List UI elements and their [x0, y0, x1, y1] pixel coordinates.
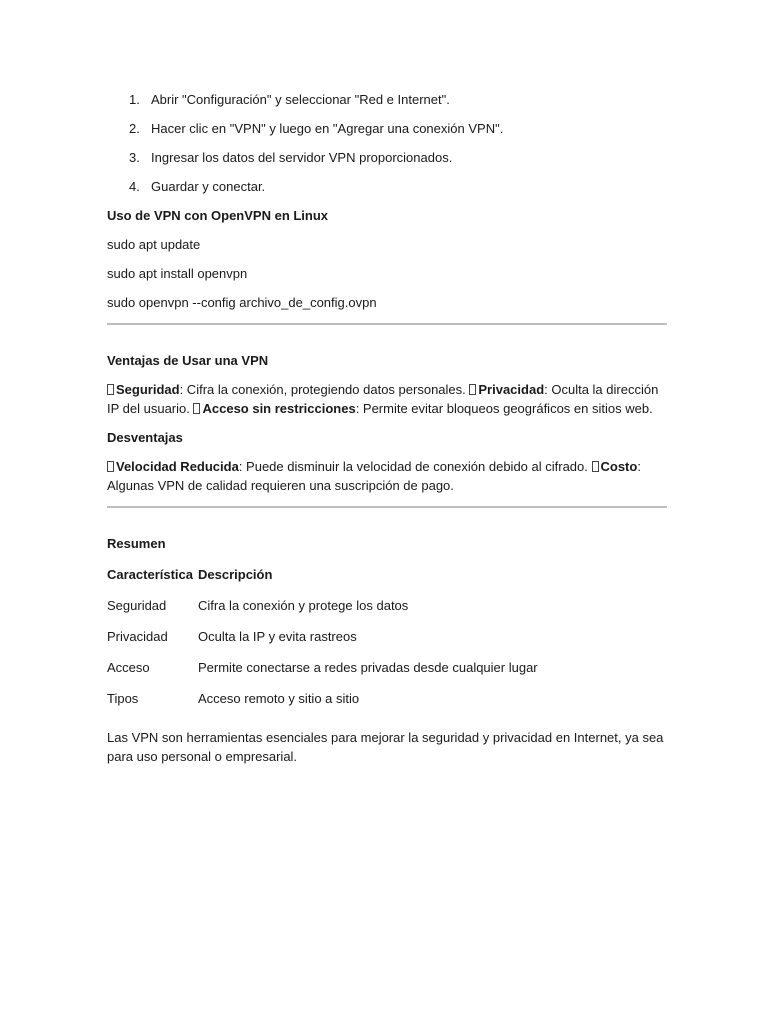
- command-line: sudo apt update: [107, 237, 201, 252]
- table-cell: Acceso remoto y sitio a sitio: [198, 691, 360, 706]
- desventaja-label: Velocidad Reducida: [116, 459, 239, 474]
- horizontal-divider: [107, 506, 667, 508]
- desventaja-label: Costo: [600, 459, 638, 474]
- table-cell: Acceso: [107, 660, 150, 675]
- table-cell: Tipos: [107, 691, 139, 706]
- missing-glyph-icon: [107, 384, 114, 395]
- table-row: [107, 658, 543, 689]
- command-line: sudo apt install openvpn: [107, 266, 248, 281]
- desventajas-paragraph: [107, 457, 667, 495]
- column-header: Característica: [107, 567, 193, 582]
- list-item: [129, 148, 667, 167]
- table-cell: Permite conectarse a redes privadas desde cualquier lugar: [198, 660, 538, 675]
- command-line: sudo openvpn --config archivo_de_config.ovpn: [107, 295, 377, 310]
- list-number: 4.: [129, 179, 140, 194]
- list-number: 1.: [129, 92, 140, 107]
- list-item: [129, 90, 667, 109]
- column-header: Descripción: [198, 567, 273, 582]
- ventaja-label: Seguridad: [116, 382, 180, 397]
- list-text: Guardar y conectar.: [151, 179, 266, 194]
- list-number: 2.: [129, 121, 140, 136]
- table-row: [107, 627, 543, 658]
- ventaja-label: Privacidad: [478, 382, 545, 397]
- desventajas-heading: Desventajas: [107, 430, 183, 445]
- table-cell: Cifra la conexión y protege los datos: [198, 598, 409, 613]
- missing-glyph-icon: [193, 403, 200, 414]
- ventajas-heading: Ventajas de Usar una VPN: [107, 353, 269, 368]
- ventajas-paragraph: [107, 380, 667, 418]
- list-text: Ingresar los datos del servidor VPN proporcionados.: [151, 150, 453, 165]
- missing-glyph-icon: [592, 461, 599, 472]
- linux-heading: Uso de VPN con OpenVPN en Linux: [107, 208, 329, 223]
- vpn-setup-steps: [107, 90, 667, 196]
- horizontal-divider: [107, 323, 667, 325]
- list-number: 3.: [129, 150, 140, 165]
- resumen-heading: Resumen: [107, 536, 166, 551]
- list-text: Abrir "Configuración" y seleccionar "Red e Internet".: [151, 92, 450, 107]
- list-item: [129, 177, 667, 196]
- missing-glyph-icon: [469, 384, 476, 395]
- list-text: Hacer clic en "VPN" y luego en "Agregar una conexión VPN".: [151, 121, 504, 136]
- ventaja-text: : Cifra la conexión, protegiendo datos personales.: [179, 382, 470, 397]
- table-cell: Seguridad: [107, 598, 167, 613]
- table-row: [107, 689, 543, 720]
- table-cell: Oculta la IP y evita rastreos: [198, 629, 357, 644]
- ventaja-label: Acceso sin restricciones: [202, 401, 356, 416]
- summary-table: [107, 565, 543, 720]
- ventaja-text: : Permite evitar bloqueos geográficos en sitios web.: [355, 401, 653, 416]
- table-row: [107, 596, 543, 627]
- document-body: [107, 90, 667, 766]
- desventaja-text: : Puede disminuir la velocidad de conexión debido al cifrado.: [238, 459, 592, 474]
- desventaja-text: : Algunas VPN de calidad requieren una suscripción de pago.: [107, 459, 641, 493]
- ventaja-text: : Oculta la dirección IP del usuario.: [107, 382, 659, 416]
- table-header-row: [107, 565, 543, 596]
- missing-glyph-icon: [107, 461, 114, 472]
- closing-paragraph: Las VPN son herramientas esenciales para mejorar la seguridad y privacidad en Internet, ya sea para uso personal o empresarial.: [107, 730, 664, 764]
- table-cell: Privacidad: [107, 629, 168, 644]
- list-item: [129, 119, 667, 138]
